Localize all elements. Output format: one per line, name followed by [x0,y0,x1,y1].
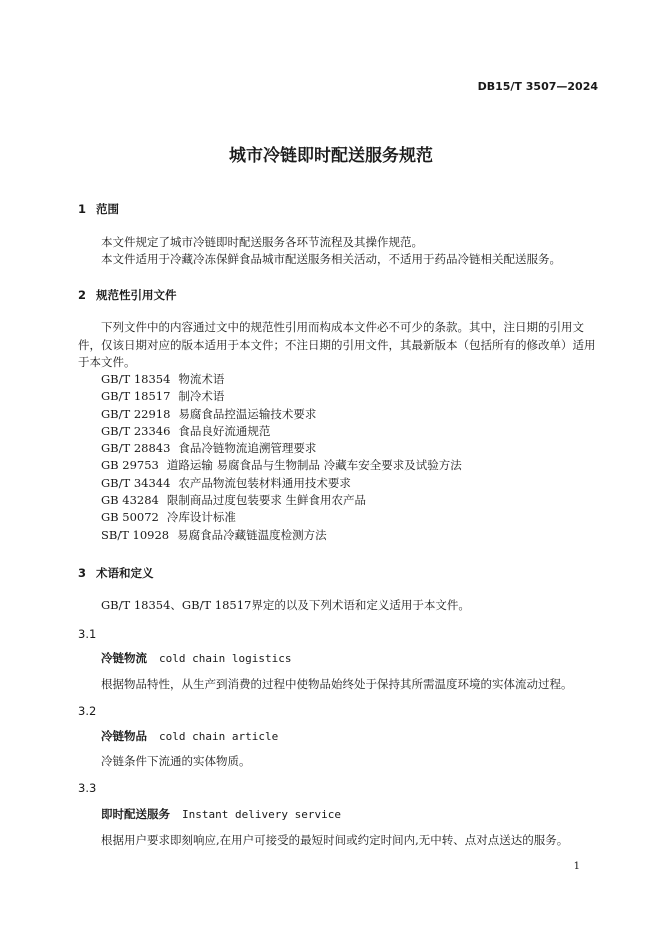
reference-name: 食品冷链物流追溯管理要求 [178,441,317,456]
section-heading-terms-definitions [78,565,154,581]
term-number: 3.3 [78,781,97,795]
reference-name: 食品良好流通规范 [178,423,271,438]
document-title: 城市冷链即时配送服务规范 [229,146,433,166]
section-number: 2 [78,288,87,302]
reference-name: 制冷术语 [178,389,225,404]
reference-name: 易腐食品冷藏链温度检测方法 [177,527,327,542]
reference-code: GB/T 28843 [101,441,171,456]
reference-item [101,406,462,423]
term-definition: 根据用户要求即刻响应,在用户可接受的最短时间或约定时间内,无中转、点对点送达的服务。 [101,833,569,847]
term-definition: 冷链条件下流通的实体物质。 [101,754,251,768]
reference-name: 道路运输 易腐食品与生物制品 冷藏车安全要求及试验方法 [166,458,462,473]
reference-name: 冷库设计标准 [166,510,236,525]
reference-code: GB/T 34344 [101,475,171,490]
reference-name: 农产品物流包装材料通用技术要求 [178,475,351,490]
reference-code: GB 29753 [101,458,159,473]
section-number: 1 [78,202,87,216]
reference-list [101,371,462,544]
term-number: 3.2 [78,704,97,718]
reference-name: 易腐食品控温运输技术要求 [178,406,317,421]
section-heading-normative-references [78,287,177,303]
scope-paragraph-2: 本文件适用于冷藏冷冻保鲜食品城市配送服务相关活动，不适用于药品冷链相关配送服务。 [101,252,561,266]
term-heading [101,650,291,666]
reference-item [101,509,462,526]
reference-item [101,440,462,457]
references-intro-paragraph: 下列文件中的内容通过文中的规范性引用而构成本文件必不可少的条款。其中，注日期的引用文件，仅该日期对应的版本适用于本文件；不注日期的引用文件，其最新版本（包括所有的修改单）适用于本文件。 [78,320,596,369]
reference-code: SB/T 10928 [101,527,170,542]
reference-code: GB/T 22918 [101,406,171,421]
standard-number: DB15/T 3507—2024 [477,80,598,93]
reference-item [101,527,462,544]
term-english: cold chain article [159,730,279,743]
term-heading [101,728,278,744]
reference-name: 限制商品过度包装要求 生鲜食用农产品 [166,493,367,508]
reference-item [101,388,462,405]
reference-code: GB 50072 [101,510,159,525]
term-number: 3.1 [78,627,97,641]
page-number: 1 [573,861,580,872]
terms-intro-paragraph: GB/T 18354、GB/T 18517界定的以及下列术语和定义适用于本文件。 [101,598,470,612]
term-chinese: 即时配送服务 [101,807,170,821]
reference-code: GB 43284 [101,493,159,508]
section-number: 3 [78,566,87,580]
reference-item [101,492,462,509]
term-english: cold chain logistics [159,652,292,665]
term-chinese: 冷链物品 [101,729,147,743]
section-heading-scope [78,201,119,217]
reference-item [101,457,462,474]
reference-code: GB/T 18517 [101,389,171,404]
reference-code: GB/T 18354 [101,372,171,386]
reference-item [101,371,462,388]
term-definition: 根据物品特性，从生产到消费的过程中使物品始终处于保持其所需温度环境的实体流动过程。 [101,677,573,691]
reference-item [101,423,462,440]
term-chinese: 冷链物流 [101,651,147,665]
term-english: Instant delivery service [182,808,341,821]
section-title: 术语和定义 [96,566,154,580]
reference-name: 物流术语 [178,372,225,386]
scope-paragraph-1: 本文件规定了城市冷链即时配送服务各环节流程及其操作规范。 [101,235,423,249]
section-title: 规范性引用文件 [96,288,177,302]
reference-code: GB/T 23346 [101,423,171,438]
reference-item [101,475,462,492]
term-heading [101,806,341,822]
section-title: 范围 [96,202,119,216]
